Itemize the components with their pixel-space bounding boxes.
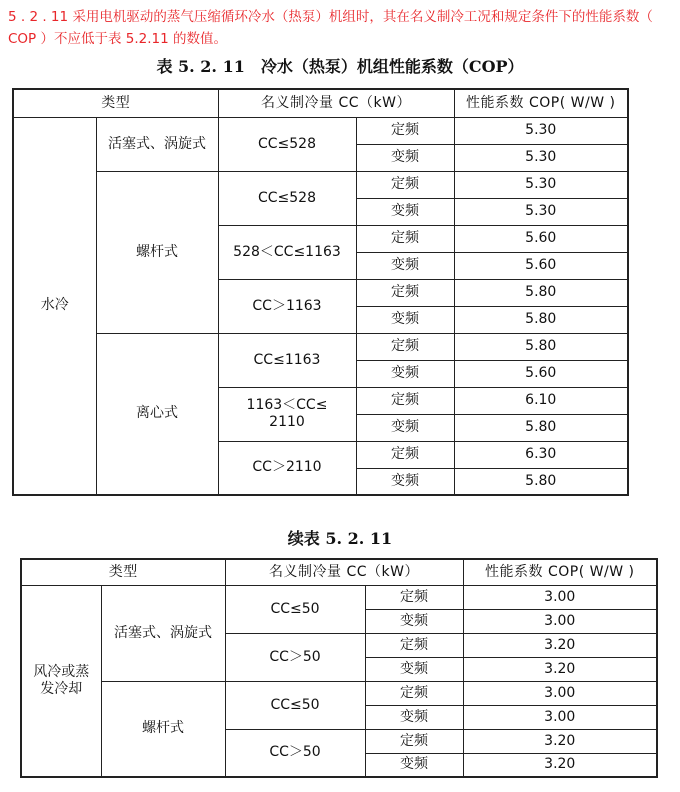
mode-cell: 定频 [356,387,454,414]
cop-value-cell: 6.30 [454,441,628,468]
table-row [13,333,628,360]
table-row [21,585,657,609]
cooling-type-cell: 水冷 [13,117,96,495]
mode-cell: 变频 [365,609,463,633]
header-capacity: 名义制冷量 CC（kW） [225,559,463,585]
capacity-range-cell: CC＞50 [225,729,365,777]
cop-table-water-cooled [12,88,629,496]
header-type: 类型 [21,559,225,585]
cop-value-cell: 5.30 [454,171,628,198]
mode-cell: 变频 [356,198,454,225]
mode-cell: 定频 [356,225,454,252]
capacity-range-cell: 1163＜CC≤ 2110 [218,387,356,441]
mode-cell: 变频 [356,252,454,279]
compressor-type-cell: 螺杆式 [96,171,218,333]
mode-cell: 变频 [365,753,463,777]
cop-value-cell: 5.80 [454,414,628,441]
cooling-type-cell: 风冷或蒸发冷却 [21,585,101,777]
capacity-range-cell: 528＜CC≤1163 [218,225,356,279]
mode-cell: 变频 [356,306,454,333]
header-cop: 性能系数 COP( W/W ) [463,559,657,585]
mode-cell: 定频 [365,681,463,705]
mode-cell: 定频 [356,441,454,468]
cop-value-cell: 3.00 [463,705,657,729]
cop-value-cell: 3.20 [463,753,657,777]
cop-value-cell: 5.60 [454,360,628,387]
cop-value-cell: 5.80 [454,333,628,360]
capacity-range-cell: CC≤50 [225,681,365,729]
table-row [13,171,628,198]
cop-value-cell: 3.20 [463,633,657,657]
table-row [21,681,657,705]
continued-table-caption: 续表 5. 2. 11 [287,529,393,548]
cop-value-cell: 3.20 [463,657,657,681]
capacity-range-cell: CC≤1163 [218,333,356,387]
cop-value-cell: 5.30 [454,144,628,171]
compressor-type-cell: 螺杆式 [101,681,225,777]
mode-cell: 定频 [356,171,454,198]
header-type: 类型 [13,89,218,117]
mode-cell: 定频 [365,729,463,753]
mode-cell: 定频 [356,333,454,360]
capacity-range-cell: CC＞2110 [218,441,356,495]
header-cop: 性能系数 COP( W/W ) [454,89,628,117]
mode-cell: 定频 [356,117,454,144]
capacity-range-cell: CC≤528 [218,171,356,225]
capacity-range-cell: CC≤528 [218,117,356,171]
cop-value-cell: 5.80 [454,468,628,495]
cop-table-air-cooled [20,558,658,778]
table-caption: 表 5. 2. 11 冷水（热泵）机组性能系数（COP） [156,57,524,76]
compressor-type-cell: 离心式 [96,333,218,495]
clause-note: 5 . 2 . 11 采用电机驱动的蒸气压缩循环冷水（热泵）机组时，其在名义制冷工况和规定条件下的性能系数（ COP ）不应低于表 5.2.11 的数值。 [8,9,653,47]
mode-cell: 变频 [356,468,454,495]
cop-value-cell: 5.60 [454,225,628,252]
mode-cell: 定频 [365,585,463,609]
cop-value-cell: 3.00 [463,585,657,609]
compressor-type-cell: 活塞式、涡旋式 [101,585,225,681]
cop-value-cell: 3.00 [463,609,657,633]
mode-cell: 定频 [365,633,463,657]
capacity-range-cell: CC≤50 [225,585,365,633]
cop-value-cell: 5.80 [454,306,628,333]
header-capacity: 名义制冷量 CC（kW） [218,89,454,117]
mode-cell: 变频 [356,144,454,171]
mode-cell: 变频 [365,705,463,729]
cop-value-cell: 3.00 [463,681,657,705]
capacity-range-cell: CC＞1163 [218,279,356,333]
mode-cell: 变频 [356,414,454,441]
cop-value-cell: 3.20 [463,729,657,753]
table-row [13,117,628,144]
cop-value-cell: 6.10 [454,387,628,414]
cop-value-cell: 5.80 [454,279,628,306]
table-header-row [13,89,628,117]
cop-value-cell: 5.30 [454,198,628,225]
mode-cell: 定频 [356,279,454,306]
mode-cell: 变频 [356,360,454,387]
cop-value-cell: 5.60 [454,252,628,279]
cop-value-cell: 5.30 [454,117,628,144]
table-header-row [21,559,657,585]
mode-cell: 变频 [365,657,463,681]
capacity-range-cell: CC＞50 [225,633,365,681]
compressor-type-cell: 活塞式、涡旋式 [96,117,218,171]
